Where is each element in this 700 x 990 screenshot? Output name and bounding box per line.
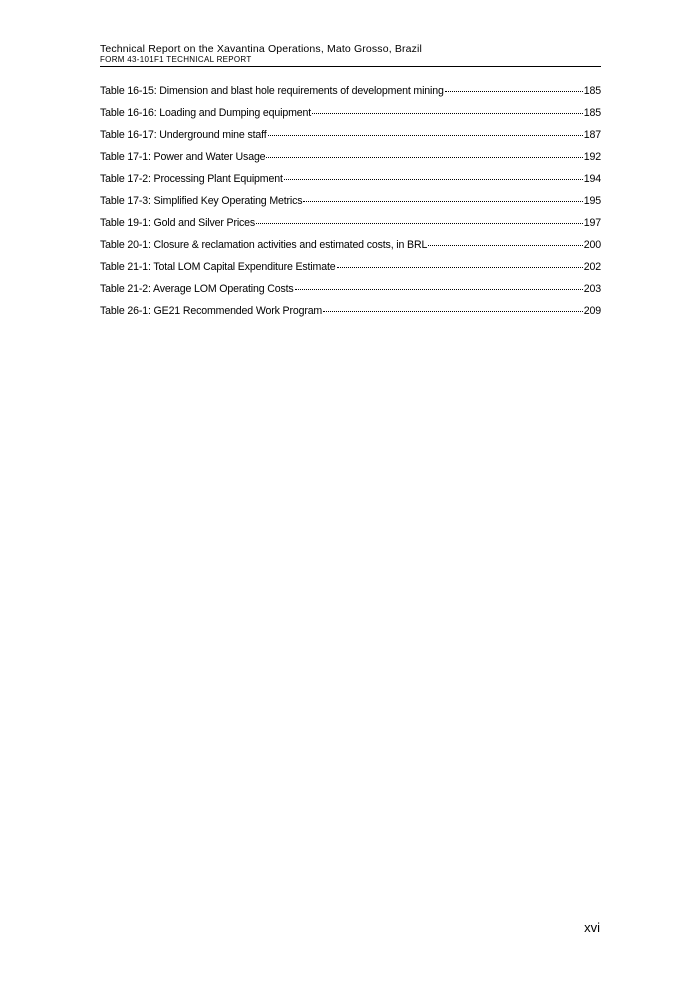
report-title: Technical Report on the Xavantina Operations, Mato Grosso, Brazil [100, 43, 422, 55]
dot-leader [445, 91, 583, 92]
toc-entry-page: 185 [583, 107, 601, 119]
page-number: xvi [584, 920, 600, 935]
dot-leader [312, 113, 583, 114]
toc-entry[interactable] [100, 84, 601, 106]
dot-leader [323, 311, 583, 312]
toc-entry[interactable] [100, 194, 601, 216]
toc-entry-label: Table 17-1: Power and Water Usage [100, 151, 266, 163]
toc-entry-label: Table 16-15: Dimension and blast hole requirements of development mining [100, 85, 444, 97]
toc-entry[interactable] [100, 150, 601, 172]
dot-leader [268, 135, 583, 136]
toc-entry-label: Table 21-2: Average LOM Operating Costs [100, 283, 294, 295]
toc-entry-page: 209 [583, 305, 601, 317]
toc-entry[interactable] [100, 172, 601, 194]
toc-entry-page: 187 [583, 129, 601, 141]
dot-leader [428, 245, 583, 246]
toc-entry[interactable] [100, 106, 601, 128]
toc-entry-label: Table 17-2: Processing Plant Equipment [100, 173, 283, 185]
toc-entry-label: Table 21-1: Total LOM Capital Expenditure Estimate [100, 261, 336, 273]
dot-leader [284, 179, 583, 180]
toc-entry-page: 203 [583, 283, 601, 295]
toc-entry-page: 200 [583, 239, 601, 251]
toc-entry[interactable] [100, 304, 601, 326]
list-of-tables [100, 84, 601, 326]
dot-leader [303, 201, 582, 202]
toc-entry[interactable] [100, 216, 601, 238]
dot-leader [295, 289, 583, 290]
toc-entry-label: Table 17-3: Simplified Key Operating Metrics [100, 195, 303, 207]
report-subtitle: FORM 43-101F1 TECHNICAL REPORT [100, 55, 252, 64]
toc-entry-page: 202 [583, 261, 601, 273]
toc-entry-page: 192 [583, 151, 601, 163]
toc-entry-page: 197 [583, 217, 601, 229]
toc-entry-page: 185 [583, 85, 601, 97]
dot-leader [266, 157, 582, 158]
header-divider [100, 66, 601, 67]
toc-entry-label: Table 16-16: Loading and Dumping equipment [100, 107, 312, 119]
dot-leader [256, 223, 583, 224]
toc-entry[interactable] [100, 238, 601, 260]
toc-entry-label: Table 16-17: Underground mine staff [100, 129, 267, 141]
toc-entry-label: Table 19-1: Gold and Silver Prices [100, 217, 256, 229]
toc-entry-page: 195 [583, 195, 601, 207]
toc-entry-label: Table 20-1: Closure & reclamation activities and estimated costs, in BRL [100, 239, 428, 251]
toc-entry[interactable] [100, 282, 601, 304]
toc-entry[interactable] [100, 260, 601, 282]
toc-entry-label: Table 26-1: GE21 Recommended Work Program [100, 305, 323, 317]
page-header [100, 43, 601, 65]
toc-entry[interactable] [100, 128, 601, 150]
dot-leader [337, 267, 583, 268]
toc-entry-page: 194 [583, 173, 601, 185]
